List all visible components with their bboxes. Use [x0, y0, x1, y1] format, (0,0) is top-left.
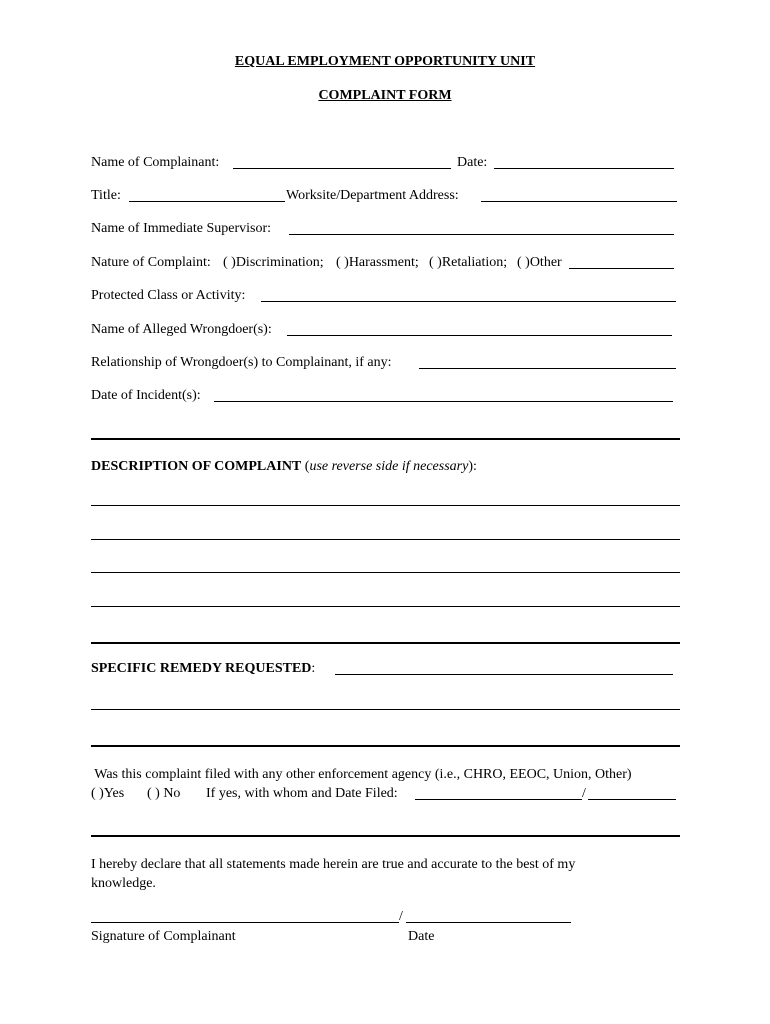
alleged-wrongdoer-label: Name of Alleged Wrongdoer(s): — [91, 322, 272, 337]
checkbox-retaliation[interactable]: ( )Retaliation; — [429, 255, 508, 270]
agency-date-filed-field[interactable] — [588, 799, 676, 800]
description-heading: DESCRIPTION OF COMPLAINT — [91, 459, 302, 474]
immediate-supervisor-field[interactable] — [289, 234, 674, 235]
other-nature-field[interactable] — [569, 268, 674, 269]
unit-title: EQUAL EMPLOYMENT OPPORTUNITY UNIT — [234, 54, 536, 69]
section-divider — [91, 835, 680, 837]
description-line-1[interactable] — [91, 505, 680, 506]
checkbox-yes[interactable]: ( )Yes — [91, 786, 125, 801]
signature-date-label: Date — [408, 929, 435, 944]
agency-name-field[interactable] — [415, 799, 582, 800]
checkbox-other[interactable]: ( )Other — [517, 255, 562, 270]
declaration-line-1: I hereby declare that all statements made herein are true and accurate to the best of my — [91, 857, 576, 872]
remedy-line-1[interactable] — [335, 674, 673, 675]
date-label: Date: — [457, 155, 488, 170]
remedy-line-2[interactable] — [91, 709, 680, 710]
worksite-address-field[interactable] — [481, 201, 677, 202]
other-agency-question: Was this complaint filed with any other enforcement agency (i.e., CHRO, EEOC, Union, Other) — [91, 767, 632, 782]
title-field[interactable] — [129, 201, 285, 202]
protected-class-field[interactable] — [261, 301, 676, 302]
signature-label: Signature of Complainant — [91, 929, 236, 944]
section-divider — [91, 745, 680, 747]
title-label: Title: — [91, 188, 121, 203]
name-of-complainant-field[interactable] — [233, 168, 451, 169]
section-divider — [91, 642, 680, 644]
date-field[interactable] — [494, 168, 674, 169]
description-note: use reverse side if necessary — [309, 459, 469, 474]
checkbox-harassment[interactable]: ( )Harassment; — [336, 255, 419, 270]
protected-class-label: Protected Class or Activity: — [91, 288, 246, 303]
agency-date-slash: / — [582, 786, 586, 801]
checkbox-no[interactable]: ( ) No — [147, 786, 181, 801]
signature-date-field[interactable] — [406, 922, 571, 923]
description-line-3[interactable] — [91, 572, 680, 573]
remedy-colon: : — [311, 661, 316, 676]
section-divider — [91, 438, 680, 440]
description-line-4[interactable] — [91, 606, 680, 607]
name-of-complainant-label: Name of Complainant: — [91, 155, 220, 170]
declaration-line-2: knowledge. — [91, 876, 156, 891]
immediate-supervisor-label: Name of Immediate Supervisor: — [91, 221, 272, 236]
signature-field[interactable] — [91, 922, 399, 923]
form-title: COMPLAINT FORM — [318, 88, 452, 103]
date-of-incident-label: Date of Incident(s): — [91, 388, 201, 403]
relationship-label: Relationship of Wrongdoer(s) to Complainant, if any: — [91, 355, 392, 370]
signature-slash: / — [399, 909, 403, 924]
description-heading-line — [91, 459, 477, 475]
relationship-field[interactable] — [419, 368, 676, 369]
remedy-heading: SPECIFIC REMEDY REQUESTED — [91, 661, 312, 676]
remedy-heading-line — [91, 661, 315, 677]
nature-of-complaint-label: Nature of Complaint: — [91, 255, 211, 270]
date-of-incident-field[interactable] — [214, 401, 673, 402]
with-whom-label: If yes, with whom and Date Filed: — [206, 786, 398, 801]
worksite-address-label: Worksite/Department Address: — [286, 188, 459, 203]
checkbox-discrimination[interactable]: ( )Discrimination; — [223, 255, 324, 270]
description-note-open: ( — [301, 459, 310, 474]
description-note-close: ): — [468, 459, 477, 474]
description-line-2[interactable] — [91, 539, 680, 540]
alleged-wrongdoer-field[interactable] — [287, 335, 672, 336]
